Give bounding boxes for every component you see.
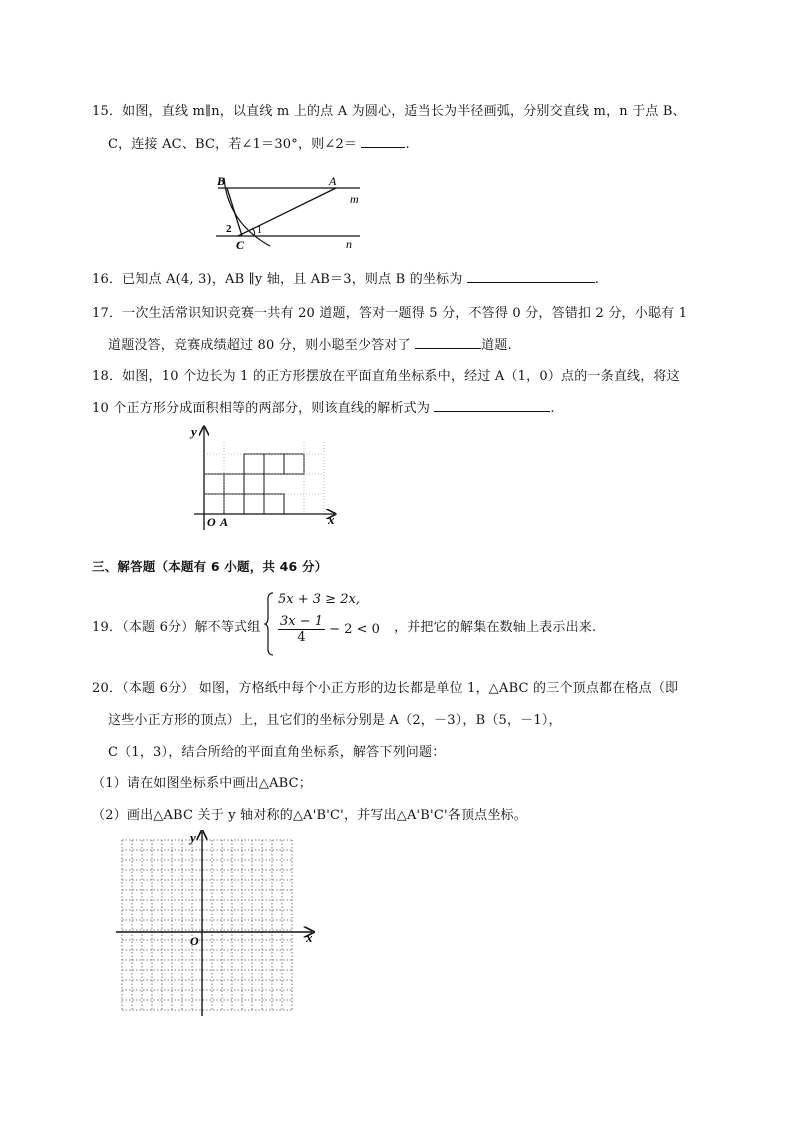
fig18-label-y: y [191,424,197,439]
q16-text: 16．已知点 A(4, 3)，AB ∥y 轴，且 AB＝3，则点 B 的坐标为 [92,272,463,287]
q20-line2: 这些小正方形的顶点）上，且它们的坐标分别是 A（2，－3），B（5，－1）， [108,713,562,728]
fig18-label-O: O [207,515,216,529]
q19-prefix: 19．（本题 6分）解不等式组 [92,620,261,635]
q18-answer-blank[interactable] [434,399,550,412]
q15-line2 [108,133,410,152]
q19-frac-den: 4 [297,630,306,645]
fig15-angle-1: 1 [257,225,262,236]
q17-line2-end: 道题. [481,338,512,353]
q19-fraction [278,614,325,645]
q20-coordinate-grid[interactable] [112,830,322,1020]
q19-ineq2 [278,614,380,645]
q17-line2-text: 道题没答，竞赛成绩超过 80 分，则小聪至少答对了 [108,338,411,353]
q15-answer-blank[interactable] [361,135,405,148]
q20-part2: （2）画出△ABC 关于 y 轴对称的△A'B'C'，并写出△A'B'C'各顶点坐标。 [92,808,527,823]
q19-brace [264,592,274,656]
q16-period: . [594,272,600,287]
q15-figure [210,168,370,253]
q20-part1: （1）请在如图坐标系中画出△ABC； [92,776,312,791]
q19-frac-num: 3x − 1 [280,614,324,629]
fig15-angle-2: 2 [226,223,232,235]
q18-line2-text: 10 个正方形分成面积相等的两部分，则该直线的解析式为 [92,401,431,416]
q17-line1: 17．一次生活常识知识竞赛一共有 20 道题，答对一题得 5 分，不答得 0 分，答错扣 2 分，小聪有 1 [92,306,688,321]
q18-period: . [550,401,555,416]
fig20-label-O: O [190,934,199,948]
q19-ineq1: 5x + 3 ≥ 2x, [278,592,360,607]
q19-inequality-system [264,590,394,658]
q16-answer-blank[interactable] [467,270,595,283]
fig18-label-x: x [328,512,335,527]
q17-answer-blank[interactable] [415,336,481,349]
fig18-label-A: A [220,515,229,529]
q15-period: . [405,137,410,152]
fig20-label-y: y [190,830,196,845]
fig15-label-n: n [346,237,352,251]
q18-line1: 18．如图，10 个边长为 1 的正方形摆放在平面直角坐标系中，经过 A（1，0）点的一条直线，将这 [92,369,680,384]
fig15-label-B: B [217,174,226,188]
q20-line1: 20．（本题 6分） 如图，方格纸中每个小正方形的边长都是单位 1，△ABC 的三个顶点都在格点（即 [92,681,679,696]
q20-line3: C（1，3），结合所给的平面直角坐标系，解答下列问题： [108,745,446,760]
q17-line2 [108,334,512,353]
fig15-label-C: C [236,238,245,252]
q18-line2 [92,397,555,416]
fig15-label-m: m [350,192,359,206]
q19-ineq2-tail: − 2 < 0 [329,622,380,637]
fig20-label-x: x [306,930,313,945]
q15-line1: 15．如图，直线 m∥n，以直线 m 上的点 A 为圆心，适当长为半径画弧，分别交直线 m，n 于点 B、 [92,104,686,119]
section3-title: 三、解答题（本题有 6 小题，共 46 分） [92,559,328,574]
q19-suffix: ，并把它的解集在数轴上表示出来. [394,620,597,635]
fig15-label-A: A [329,174,337,188]
q15-line2-text: C，连接 AC、BC，若∠1＝30°，则∠2＝ [108,137,358,152]
q18-figure [186,422,342,534]
q16-line [92,268,599,287]
